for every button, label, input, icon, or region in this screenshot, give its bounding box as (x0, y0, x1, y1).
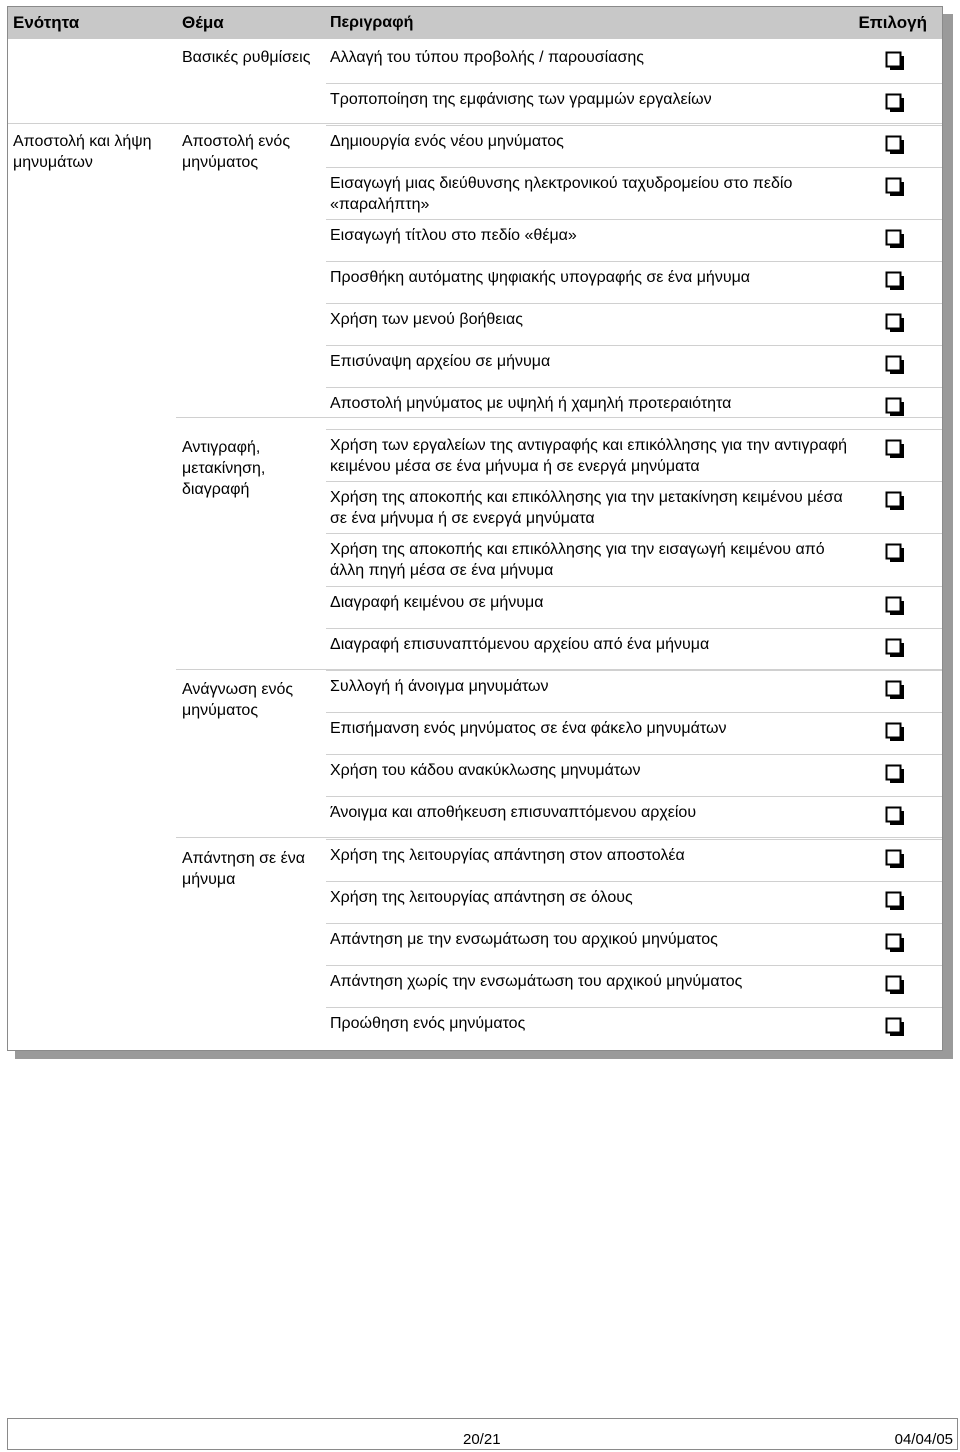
row-divider (326, 219, 942, 220)
row-divider (326, 1007, 942, 1008)
topic-label: Αποστολή ενός μηνύματος (182, 133, 291, 171)
row-divider (326, 923, 942, 924)
row-description: Διαγραφή επισυναπτόμενου αρχείου από ένα μήνυμα (330, 636, 710, 653)
topic-label: Ανάγνωση ενός μηνύματος (182, 681, 294, 719)
topic-label: Βασικές ρυθμίσεις (182, 49, 311, 66)
header-topic: Θέμα (182, 13, 224, 32)
header-description: Περιγραφή (330, 14, 414, 31)
row-divider (326, 628, 942, 629)
header-section: Ενότητα (13, 13, 80, 32)
choice-checkbox[interactable] (885, 271, 905, 291)
choice-checkbox[interactable] (885, 93, 905, 113)
row-description: Δημιουργία ενός νέου μηνύματος (330, 133, 564, 150)
row-description: Χρήση των εργαλείων της αντιγραφής και επικόλλησης για την αντιγραφή κειμένου μέσα σε ένα μήνυμα ή σε ενεργά μηνύματα (330, 437, 847, 475)
choice-checkbox[interactable] (885, 491, 905, 511)
choice-checkbox[interactable] (885, 933, 905, 953)
choice-checkbox[interactable] (885, 596, 905, 616)
choice-checkbox[interactable] (885, 177, 905, 197)
choice-checkbox[interactable] (885, 397, 905, 417)
row-description: Απάντηση χωρίς την ενσωμάτωση του αρχικού μηνύματος (330, 973, 743, 990)
row-divider (326, 670, 942, 671)
row-divider (326, 429, 942, 430)
row-divider (326, 345, 942, 346)
topic-label: Απάντηση σε ένα μήνυμα (182, 850, 306, 888)
topic-divider (176, 669, 942, 670)
row-description: Συλλογή ή άνοιγμα μηνυμάτων (330, 678, 549, 695)
row-description: Απάντηση με την ενσωμάτωση του αρχικού μηνύματος (330, 931, 718, 948)
choice-checkbox[interactable] (885, 355, 905, 375)
header-choice: Επιλογή (858, 13, 927, 32)
choice-checkbox[interactable] (885, 764, 905, 784)
row-description: Αλλαγή του τύπου προβολής / παρουσίασης (330, 49, 644, 66)
choice-checkbox[interactable] (885, 51, 905, 71)
row-description: Χρήση της λειτουργίας απάντηση στον αποστολέα (330, 847, 685, 864)
row-divider (326, 125, 942, 126)
choice-checkbox[interactable] (885, 638, 905, 658)
row-divider (326, 83, 942, 84)
choice-checkbox[interactable] (885, 1017, 905, 1037)
row-divider (326, 481, 942, 482)
row-divider (326, 303, 942, 304)
row-description: Χρήση της αποκοπής και επικόλλησης για την εισαγωγή κειμένου από άλλη πηγή μέσα σε ένα μήνυμα (330, 541, 825, 579)
row-description: Προσθήκη αυτόματης ψηφιακής υπογραφής σε ένα μήνυμα (330, 269, 751, 286)
footer-date: 04/04/05 (894, 1431, 953, 1448)
row-description: Εισαγωγή μιας διεύθυνσης ηλεκτρονικού ταχυδρομείου στο πεδίο «παραλήπτη» (330, 175, 793, 213)
row-description: Προώθηση ενός μηνύματος (330, 1015, 526, 1032)
choice-checkbox[interactable] (885, 313, 905, 333)
row-divider (326, 881, 942, 882)
choice-checkbox[interactable] (885, 229, 905, 249)
table-header (8, 7, 942, 39)
row-divider (326, 839, 942, 840)
page-number: 20/21 (463, 1431, 501, 1448)
row-divider (326, 796, 942, 797)
row-description: Χρήση των μενού βοήθειας (330, 311, 523, 328)
choice-checkbox[interactable] (885, 722, 905, 742)
page-footer (7, 1418, 958, 1450)
choice-checkbox[interactable] (885, 543, 905, 563)
topic-divider (176, 837, 942, 838)
choice-checkbox[interactable] (885, 849, 905, 869)
row-divider (326, 965, 942, 966)
choice-checkbox[interactable] (885, 439, 905, 459)
row-description: Εισαγωγή τίτλου στο πεδίο «θέμα» (330, 227, 577, 244)
row-description: Επισήμανση ενός μηνύματος σε ένα φάκελο μηνυμάτων (330, 720, 727, 737)
row-divider (326, 261, 942, 262)
row-divider (326, 387, 942, 388)
row-description: Αποστολή μηνύματος με υψηλή ή χαμηλή προτεραιότητα (330, 395, 732, 412)
row-description: Τροποποίηση της εμφάνισης των γραμμών εργαλείων (330, 91, 712, 108)
topic-divider (8, 123, 942, 124)
row-divider (326, 586, 942, 587)
row-divider (326, 533, 942, 534)
row-description: Επισύναψη αρχείου σε μήνυμα (330, 353, 551, 370)
choice-checkbox[interactable] (885, 975, 905, 995)
row-description: Χρήση του κάδου ανακύκλωσης μηνυμάτων (330, 762, 641, 779)
row-description: Διαγραφή κειμένου σε μήνυμα (330, 594, 544, 611)
row-description: Χρήση της αποκοπής και επικόλλησης για την μετακίνηση κειμένου μέσα σε ένα μήνυμα ή σε ενεργά μηνύματα (330, 489, 843, 527)
section-label: Αποστολή και λήψη μηνυμάτων (13, 133, 152, 171)
row-description: Άνοιγμα και αποθήκευση επισυναπτόμενου αρχείου (330, 804, 697, 821)
checklist-table (7, 6, 943, 1051)
row-divider (326, 167, 942, 168)
row-divider (326, 712, 942, 713)
topic-divider (176, 417, 942, 418)
choice-checkbox[interactable] (885, 135, 905, 155)
choice-checkbox[interactable] (885, 891, 905, 911)
row-description: Χρήση της λειτουργίας απάντηση σε όλους (330, 889, 633, 906)
row-divider (326, 754, 942, 755)
topic-label: Αντιγραφή, μετακίνηση, διαγραφή (182, 439, 266, 498)
choice-checkbox[interactable] (885, 806, 905, 826)
choice-checkbox[interactable] (885, 680, 905, 700)
